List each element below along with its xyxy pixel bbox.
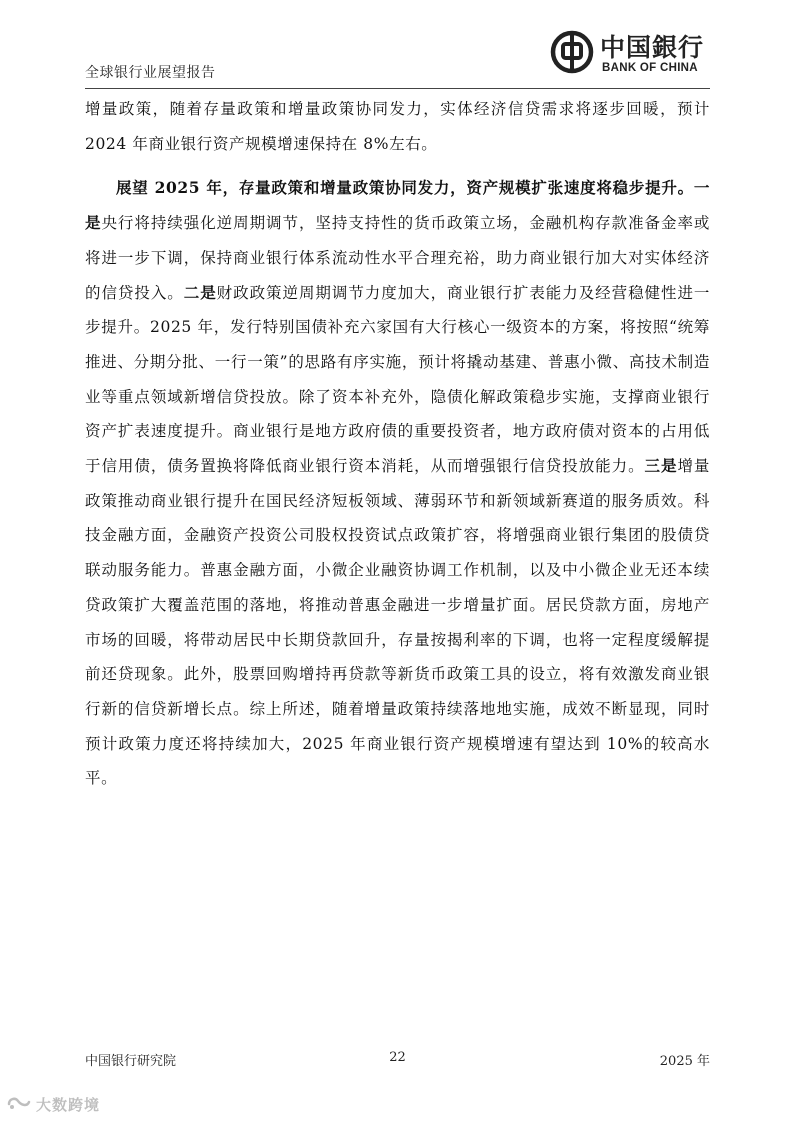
page-body xyxy=(85,92,710,796)
point-marker-3: 三是 xyxy=(644,456,678,476)
point-text-2: 财政政策逆周期调节力度加大，商业银行扩表能力及经营稳健性进一步提升。2025 年，发行特别国债补充六家国有大行核心一级资本的方案，将按照“统筹推进、分期分批、一行一策”的思路有序实施，预计将撬动基建、普惠小微、高技术制造业等重点领域新增信贷投放。除了资本补充外，隐债化解政策稳步实施，支撑商业银行资产扩表速度提升。商业银行是地方政府债的重要投资者，地方政府债对资本的占用低于信用债，债务置换将降低商业银行资本消耗，从而增强银行信贷投放能力。 xyxy=(85,283,710,476)
bank-name-cn: 中国銀行 xyxy=(600,33,705,62)
point-marker-1: 一是 xyxy=(85,178,710,233)
paragraph-outlook xyxy=(85,171,710,796)
watermark xyxy=(6,1093,100,1115)
paragraph-lead: 展望 2025 年，存量政策和增量政策协同发力，资产规模扩张速度将稳步提升。 xyxy=(116,178,694,198)
watermark-text: 大数跨境 xyxy=(36,1095,101,1114)
point-marker-2: 二是 xyxy=(183,282,217,302)
footer-org: 中国银行研究院 xyxy=(85,1054,177,1069)
page-header xyxy=(85,26,710,89)
bank-logo xyxy=(550,26,710,82)
point-text-3: 增量政策推动商业银行提升在国民经济短板领域、薄弱环节和新领域新赛道的服务质效。科技金融方面，金融资产投资公司股权投资试点政策扩容，将增强商业银行集团的股债贷联动服务能力。普惠金融方面，小微企业融资协调工作机制，以及中小微企业无还本续贷政策扩大覆盖范围的落地，将推动普惠金融进一步增量扩面。居民贷款方面，房地产市场的回暖，将带动居民中长期贷款回升，存量按揭利率的下调，也将一定程度缓解提前还贷现象。此外，股票回购增持再贷款等新货币政策工具的设立，将有效激发商业银行新的信贷新增长点。综上所述，随着增量政策持续落地地实施，成效不断显现，同时预计政策力度还将持续加大，2025 年商业银行资产规模增速有望达到 10%的较高水平。 xyxy=(85,457,711,788)
report-title: 全球银行业展望报告 xyxy=(85,65,216,81)
page-footer xyxy=(85,1050,710,1072)
bank-name-en: BANK OF CHINA xyxy=(602,62,698,74)
bank-of-china-logo-icon xyxy=(550,30,594,74)
point-text-1: 央行将持续强化逆周期调节，坚持支持性的货币政策立场，金融机构存款准备金率或将进一步下调，保持商业银行体系流动性水平合理充裕，助力商业银行加大对实体经济的信贷投入。 xyxy=(85,214,711,302)
footer-year: 2025 年 xyxy=(659,1054,710,1069)
watermark-logo-icon xyxy=(6,1095,32,1113)
paragraph-intro: 增量政策，随着存量政策和增量政策协同发力，实体经济信贷需求将逐步回暖，预计 2024 年商业银行资产规模增速保持在 8%左右。 xyxy=(85,100,710,153)
page-number: 22 xyxy=(389,1050,406,1065)
